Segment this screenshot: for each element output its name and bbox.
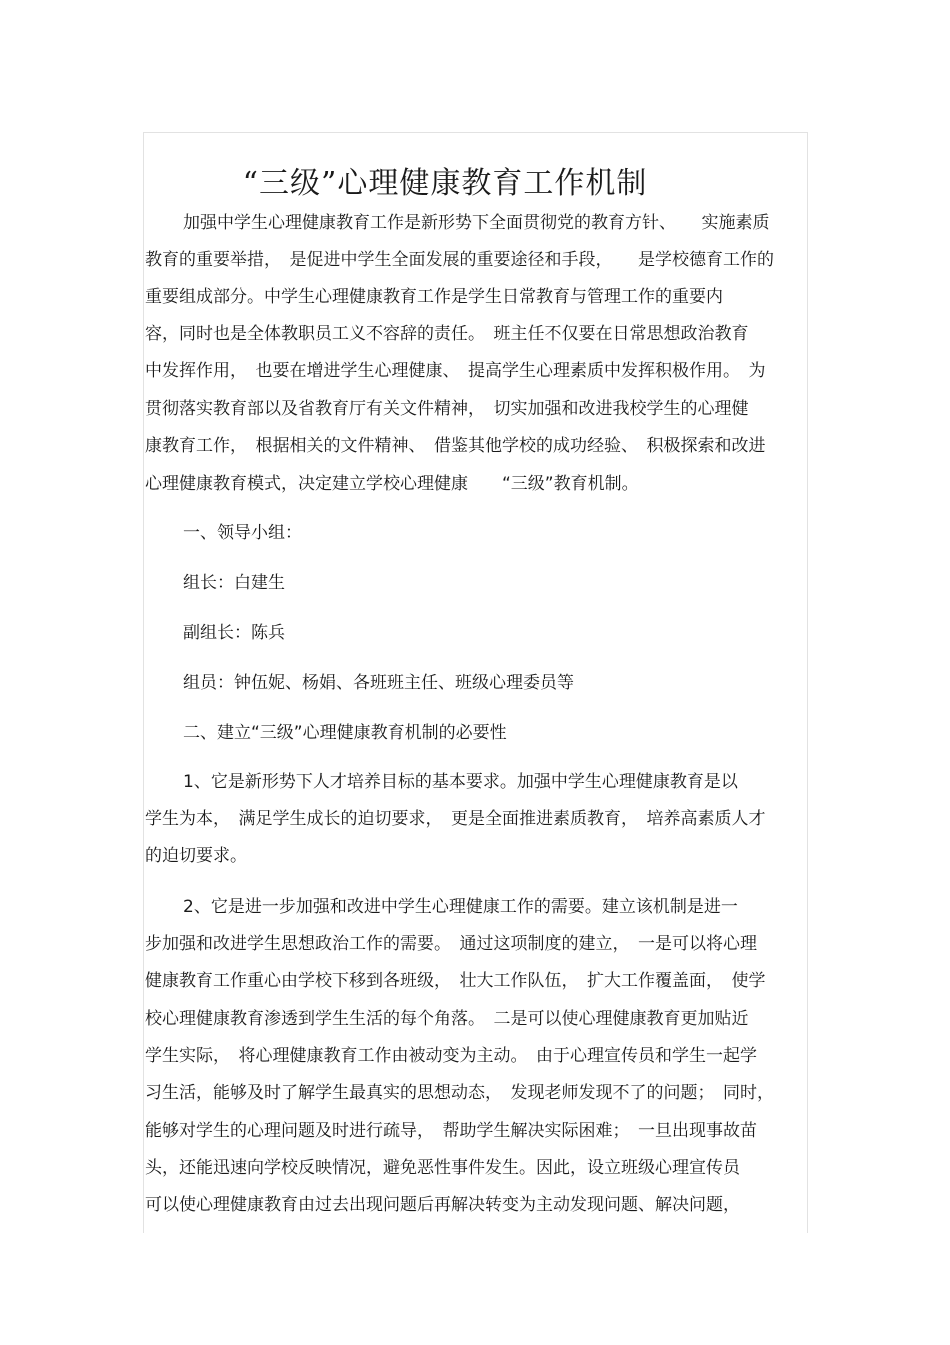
paragraph-line: 能够对学生的心理问题及时进行疏导， 帮助学生解决实际困难； 一旦出现事故苗 <box>145 1121 757 1141</box>
paragraph-line: 心理健康教育模式，决定建立学校心理健康 “三级”教育机制。 <box>145 474 639 494</box>
members-line: 组员：钟伍妮、杨娟、各班班主任、班级心理委员等 <box>183 673 574 693</box>
paragraph-line: 康教育工作， 根据相关的文件精神、 借鉴其他学校的成功经验、 积极探索和改进 <box>145 436 766 456</box>
paragraph-line: 校心理健康教育渗透到学生生活的每个角落。 二是可以使心理健康教育更加贴近 <box>145 1009 749 1029</box>
paragraph-line: 1、它是新形势下人才培养目标的基本要求。加强中学生心理健康教育是以 <box>183 772 738 792</box>
paragraph-line: 加强中学生心理健康教育工作是新形势下全面贯彻党的教育方针、 实施素质 <box>183 213 770 233</box>
paragraph-line: 容，同时也是全体教职员工义不容辞的责任。 班主任不仅要在日常思想政治教育 <box>145 324 749 344</box>
paragraph-line: 学生为本， 满足学生成长的迫切要求， 更是全面推进素质教育， 培养高素质人才 <box>145 809 766 829</box>
paragraph-line: 贯彻落实教育部以及省教育厅有关文件精神， 切实加强和改进我校学生的心理健 <box>145 399 749 419</box>
paragraph-line: 可以使心理健康教育由过去出现问题后再解决转变为主动发现问题、解决问题， <box>145 1195 740 1215</box>
deputy-leader-line: 副组长：陈兵 <box>183 623 285 643</box>
paragraph-line: 学生实际， 将心理健康教育工作由被动变为主动。 由于心理宣传员和学生一起学 <box>145 1046 757 1066</box>
document-title: “三级”心理健康教育工作机制 <box>242 166 648 202</box>
section-heading-necessity: 二、建立“三级”心理健康教育机制的必要性 <box>183 723 507 743</box>
section-heading-leadership: 一、领导小组： <box>183 523 302 543</box>
paragraph-line: 步加强和改进学生思想政治工作的需要。 通过这项制度的建立， 一是可以将心理 <box>145 934 757 954</box>
paragraph-line: 教育的重要举措， 是促进中学生全面发展的重要途径和手段， 是学校德育工作的 <box>145 250 774 270</box>
paragraph-line: 重要组成部分。中学生心理健康教育工作是学生日常教育与管理工作的重要内 <box>145 287 723 307</box>
paragraph-line: 中发挥作用， 也要在增进学生心理健康、 提高学生心理素质中发挥积极作用。 为 <box>145 361 766 381</box>
paragraph-line: 健康教育工作重心由学校下移到各班级， 壮大工作队伍， 扩大工作覆盖面， 使学 <box>145 971 766 991</box>
paragraph-line: 头，还能迅速向学校反映情况，避免恶性事件发生。因此，设立班级心理宣传员 <box>145 1158 740 1178</box>
leader-line: 组长：白建生 <box>183 573 285 593</box>
paragraph-line: 的迫切要求。 <box>145 846 247 866</box>
paragraph-line: 习生活，能够及时了解学生最真实的思想动态， 发现老师发现不了的问题； 同时， <box>145 1083 774 1103</box>
paragraph-line: 2、它是进一步加强和改进中学生心理健康工作的需要。建立该机制是进一 <box>183 897 738 917</box>
